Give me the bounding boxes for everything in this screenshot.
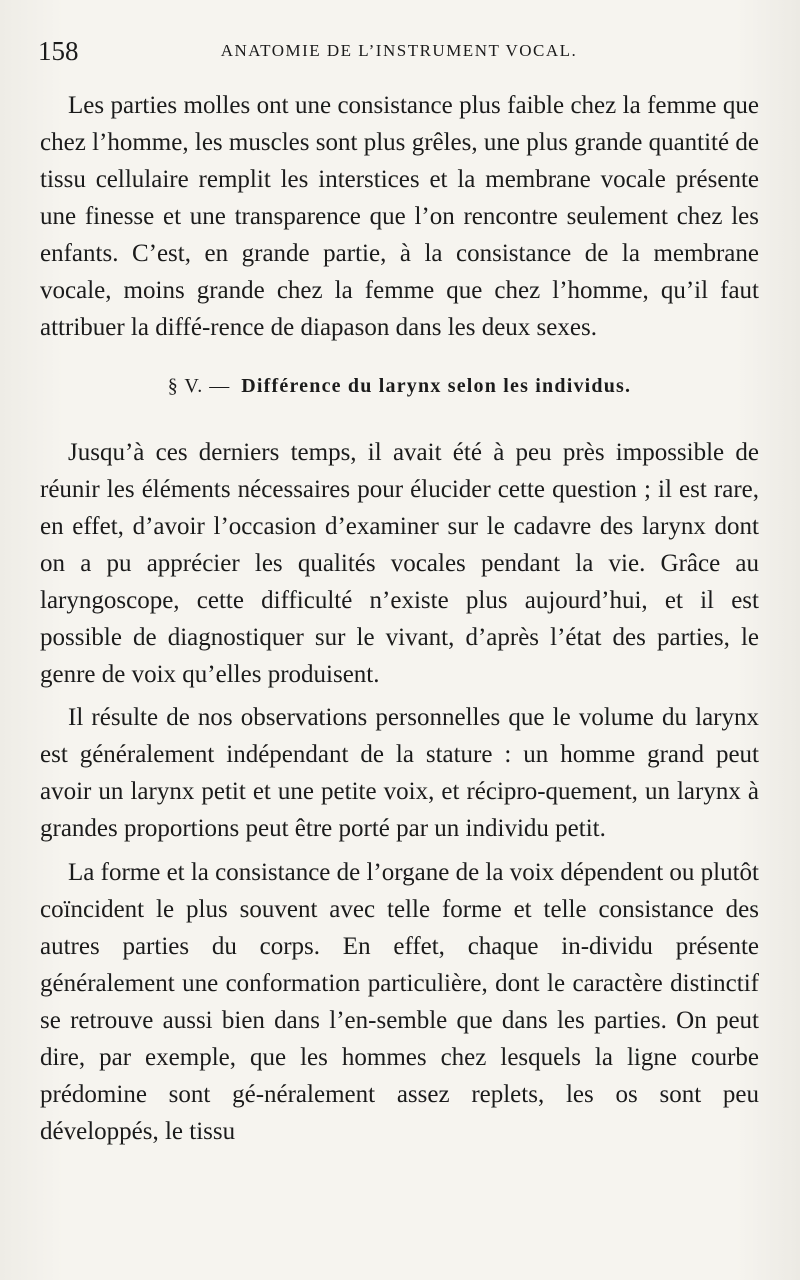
paragraph-3: Il résulte de nos observations personnelles que le volume du larynx est généralement indépendant de la stature : un homme grand peut avoir un larynx petit et une petite voix, et récipro-quement, un larynx à grandes proportions peut être porté par un individu petit.	[40, 704, 759, 842]
page-number: 158	[38, 36, 79, 66]
running-head: ANATOMIE DE L’INSTRUMENT VOCAL.	[220, 41, 578, 60]
paragraph-1: Les parties molles ont une consistance plus faible chez la femme que chez l’homme, les muscles sont plus grêles, une plus grande quantité de tissu cellulaire remplit les interstices et la membrane vocale présente une finesse et une transparence que l’on rencontre seulement chez les enfants. C’est, en grande partie, à la consistance de la membrane vocale, moins grande chez la femme que chez l’homme, qu’il faut attribuer la diffé-rence de diapason dans les deux sexes.	[40, 92, 759, 341]
section-number: § V. —	[167, 375, 231, 397]
page-body	[40, 87, 759, 1150]
section-heading	[40, 368, 759, 404]
paragraph-4: La forme et la consistance de l’organe de la voix dépendent ou plutôt coïncident le plus souvent avec telle forme et telle consistance des autres parties du corps. En effet, chaque in-dividu présente généralement une conformation particulière, dont le caractère distinctif se retrouve aussi bien dans l’en-semble que dans les parties. On peut dire, par exemple, que les hommes chez lesquels la ligne courbe prédomine sont gé-néralement assez replets, les os sont peu développés, le tissu	[40, 859, 759, 1145]
page-header	[38, 36, 760, 66]
section-title: Différence du larynx selon les individus.	[241, 375, 632, 397]
paragraph-2: Jusqu’à ces derniers temps, il avait été à peu près impossible de réunir les éléments nécessaires pour élucider cette question ; il est rare, en effet, d’avoir l’occasion d’examiner sur le cadavre des larynx dont on a pu apprécier les qualités vocales pendant la vie. Grâce au laryngoscope, cette difficulté n’existe plus aujourd’hui, et il est possible de diagnostiquer sur le vivant, d’après l’état des parties, le genre de voix qu’elles produisent.	[40, 439, 759, 688]
